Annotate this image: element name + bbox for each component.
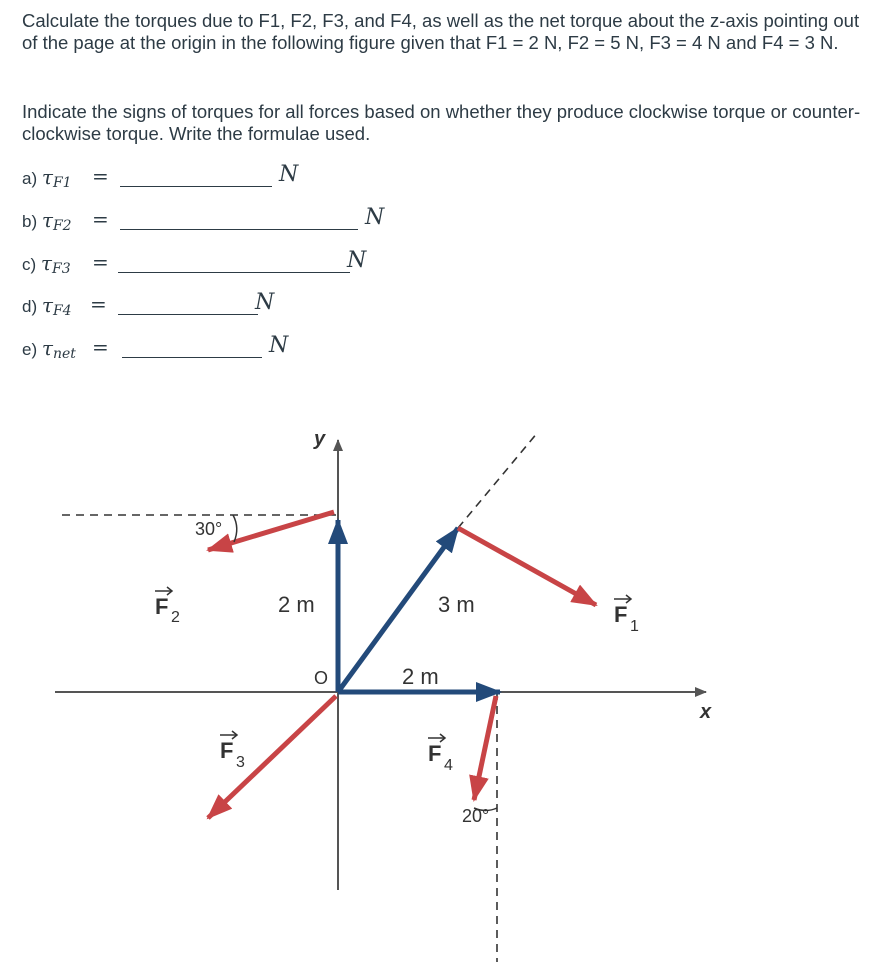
equals-sign: = xyxy=(92,250,109,274)
x-axis-label: x xyxy=(700,701,712,723)
f1-label xyxy=(614,595,639,635)
unit-label: N xyxy=(255,290,275,315)
angle-arc-30 xyxy=(233,515,237,542)
distance-diagonal-label: 3 m xyxy=(438,592,475,617)
unit-label: N xyxy=(269,333,289,358)
svg-text:F: F xyxy=(155,594,169,619)
origin-label: O xyxy=(314,668,329,688)
y-axis-label: y xyxy=(314,428,326,450)
answer-label: d) τF4 xyxy=(22,293,72,319)
unit-label: N xyxy=(365,205,385,230)
unit-label: N xyxy=(279,162,299,187)
question-paragraph-1: Calculate the torques due to F1, F2, F3, and F4, as well as the net torque about the z-axis pointing out of the page at the origin in the following figure given that F1 = 2 N, F2 = 5 N, F3 = 4 N and F4 = 3 N. xyxy=(22,10,860,53)
equals-sign: = xyxy=(90,292,107,316)
force-vector-f4 xyxy=(474,696,496,800)
f2-label xyxy=(155,587,180,626)
svg-text:1: 1 xyxy=(630,618,639,635)
force-vector-f2 xyxy=(208,512,334,550)
equals-sign: = xyxy=(92,335,109,359)
distance-x-label: 2 m xyxy=(402,664,439,689)
angle-20-label: 20° xyxy=(462,806,490,826)
dashed-extension-line xyxy=(458,432,538,528)
answer-label: b) τF2 xyxy=(22,208,72,234)
svg-text:2: 2 xyxy=(171,609,180,626)
unit-label: N xyxy=(347,248,367,273)
answer-label: e) τnet xyxy=(22,336,76,362)
svg-text:4: 4 xyxy=(444,757,453,774)
svg-text:F: F xyxy=(428,741,442,766)
answer-label: c) τF3 xyxy=(22,251,71,277)
f4-label xyxy=(428,734,453,774)
equals-sign: = xyxy=(92,164,109,188)
equals-sign: = xyxy=(92,207,109,231)
svg-text:F: F xyxy=(220,738,234,763)
distance-y-label: 2 m xyxy=(278,592,315,617)
f3-label xyxy=(220,731,245,771)
force-vector-f1 xyxy=(458,528,596,605)
angle-30-label: 30° xyxy=(195,519,223,539)
svg-text:F: F xyxy=(614,602,628,627)
svg-text:3: 3 xyxy=(236,754,245,771)
answer-label: a) τF1 xyxy=(22,165,72,191)
question-paragraph-2: Indicate the signs of torques for all forces based on whether they produce clockwise torque or counter-clockwise torque. Write the formulae used. xyxy=(22,101,861,144)
